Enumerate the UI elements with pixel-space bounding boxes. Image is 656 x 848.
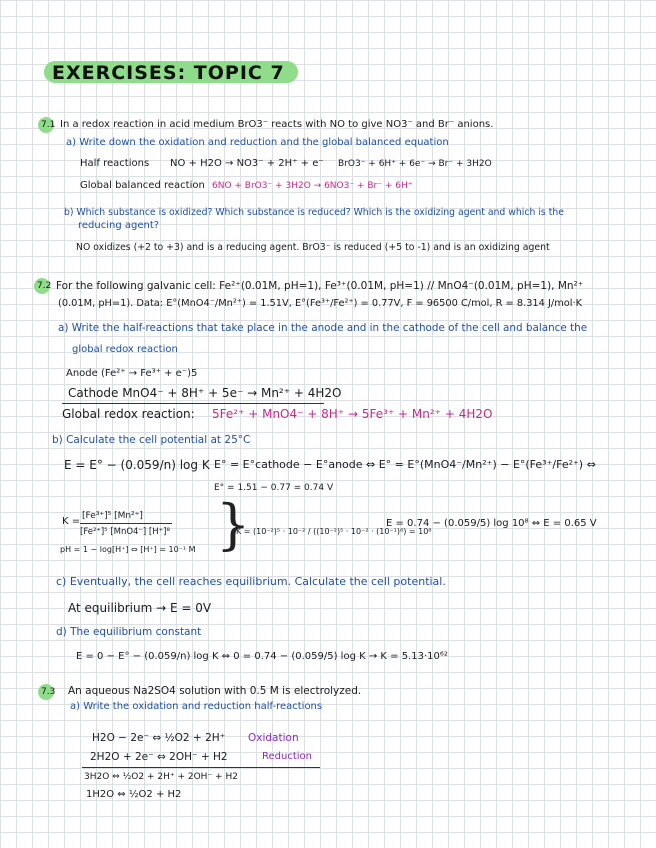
global-balanced-label: Global balanced reaction [80, 180, 205, 191]
exercise-7-1-answer-b: NO oxidizes (+2 to +3) and is a reducing agent. BrO3⁻ is reduced (+5 to -1) and is an oxidizing agent [76, 242, 550, 253]
reduction-label: Reduction [262, 751, 312, 762]
k-fraction-bar [80, 523, 172, 524]
global-balanced-equation: 6NO + BrO3⁻ + 3H2O → 6NO3⁻ + Br⁻ + 6H⁺ [212, 181, 413, 191]
summed-equation: 3H2O ⇔ ½O2 + 2H⁺ + 2OH⁻ + H2 [84, 772, 238, 782]
half-reaction-oxidation: NO + H2O → NO3⁻ + 2H⁺ + e⁻ [170, 158, 324, 169]
exercise-7-2-question-c: c) Eventually, the cell reaches equilibrium. Calculate the cell potential. [56, 575, 446, 588]
exercise-7-2-number: 7.2 [37, 281, 52, 291]
sum-divider-7-3 [82, 767, 320, 768]
page-title: EXERCISES: TOPIC 7 [52, 62, 285, 84]
exercise-7-3-number: 7.3 [41, 687, 56, 697]
exercise-7-2-question-d: d) The equilibrium constant [56, 626, 202, 638]
half-reaction-reduction: BrO3⁻ + 6H⁺ + 6e⁻ → Br⁻ + 3H2O [338, 159, 492, 169]
brace: } [216, 493, 251, 556]
global-redox-label: Global redox reaction: [62, 407, 195, 421]
anode-reaction: Anode (Fe²⁺ → Fe³⁺ + e⁻)5 [66, 368, 198, 379]
standard-potential-value: E° = 1.51 − 0.77 = 0.74 V [214, 483, 334, 493]
exercise-7-3-intro: An aqueous Na2SO4 solution with 0.5 M is electrolyzed. [68, 685, 362, 697]
cell-potential-result: E = 0.74 − (0.059/5) log 10⁸ ⇔ E = 0.65 V [386, 518, 597, 529]
k-label: K = [62, 516, 81, 527]
oxidation-label: Oxidation [248, 732, 299, 744]
oxidation-equation: H2O − 2e⁻ ⇔ ½O2 + 2H⁺ [92, 732, 226, 744]
exercise-7-2-answer-c: At equilibrium → E = 0V [68, 601, 212, 615]
exercise-7-1-number: 7.1 [41, 120, 56, 130]
exercise-7-1-intro: In a redox reaction in acid medium BrO3⁻ reacts with NO to give NO3⁻ and Br⁻ anions. [60, 119, 494, 130]
sum-divider [62, 403, 324, 404]
exercise-7-2-question-a-line2: global redox reaction [72, 344, 178, 355]
half-reactions-label: Half reactions [80, 158, 150, 169]
k-numerator: [Fe³⁺]⁵ [Mn²⁺] [82, 511, 143, 521]
exercise-7-1-question-a: a) Write down the oxidation and reduction and the global balanced equation [66, 137, 449, 148]
exercise-7-3-question-a: a) Write the oxidation and reduction half-reactions [70, 701, 323, 712]
reduction-equation: 2H2O + 2e⁻ ⇔ 2OH⁻ + H2 [90, 751, 228, 763]
exercise-7-1-question-b-line2: reducing agent? [78, 220, 160, 231]
simplified-equation: 1H2O ⇔ ½O2 + H2 [86, 789, 182, 800]
exercise-7-2-answer-d: E = 0 − E° − (0.059/n) log K ⇔ 0 = 0.74 − (0.059/5) log K → K = 5.13·10⁶² [76, 651, 448, 662]
nernst-equation: E = E° − (0.059/n) log K [64, 458, 210, 472]
standard-potential-definition: E° = E°cathode − E°anode ⇔ E° = E°(MnO4⁻/Mn²⁺) − E°(Fe³⁺/Fe²⁺) ⇔ [214, 458, 596, 471]
ph-line: pH = 1 − log[H⁺] ⇔ [H⁺] = 10⁻¹ M [60, 545, 196, 554]
exercise-7-1-question-b-line1: b) Which substance is oxidized? Which substance is reduced? Which is the oxidizing agent and which is the [64, 207, 564, 218]
k-calculation: K = (10⁻²)⁵ · 10⁻² / ((10⁻²)⁵ · 10⁻² · (10⁻¹)⁸) = 10⁸ [236, 527, 432, 536]
cathode-reaction: Cathode MnO4⁻ + 8H⁺ + 5e⁻ → Mn²⁺ + 4H2O [68, 386, 342, 400]
k-denominator: [Fe²⁺]⁵ [MnO4⁻] [H⁺]⁸ [80, 527, 170, 537]
exercise-7-2-question-a-line1: a) Write the half-reactions that take place in the anode and in the cathode of the cell and balance the [58, 322, 588, 334]
exercise-7-2-intro-line1: For the following galvanic cell: Fe²⁺(0.01M, pH=1), Fe³⁺(0.01M, pH=1) // MnO4⁻(0.01M, pH=1), Mn²⁺ [56, 280, 584, 292]
exercise-7-2-intro-line2: (0.01M, pH=1). Data: E°(MnO4⁻/Mn²⁺) = 1.51V, E°(Fe³⁺/Fe²⁺) = 0.77V, F = 96500 C/mol, R = 8.314 J/mol·K [58, 298, 582, 309]
exercise-7-2-question-b: b) Calculate the cell potential at 25°C [52, 434, 251, 446]
global-redox-equation: 5Fe²⁺ + MnO4⁻ + 8H⁺ → 5Fe³⁺ + Mn²⁺ + 4H2O [212, 407, 493, 421]
